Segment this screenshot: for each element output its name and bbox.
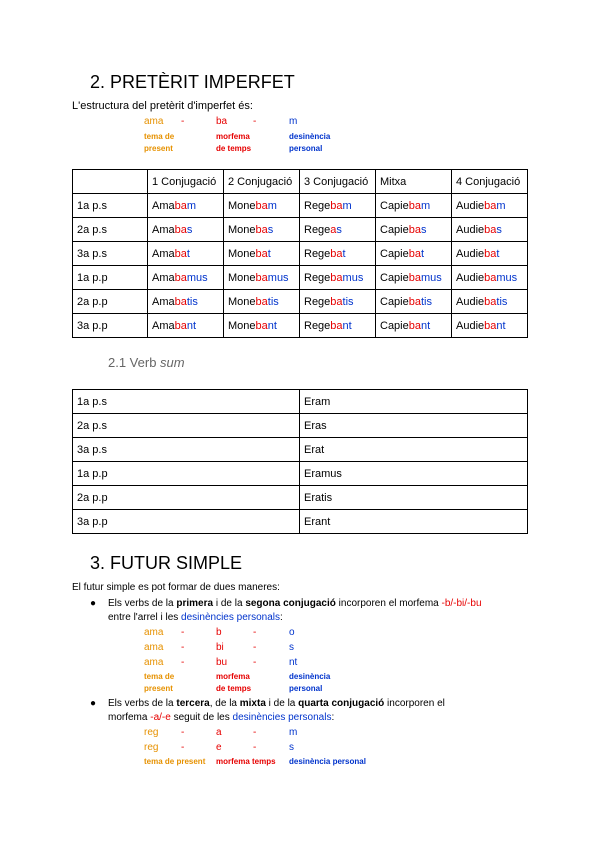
formula-part: -	[253, 727, 257, 738]
column-header: 2 Conjugació	[224, 170, 300, 194]
formula-part: s	[289, 742, 294, 753]
formula-part: ama	[144, 642, 164, 653]
verb-form-cell: Audiebas	[452, 218, 528, 242]
formula-part: reg	[144, 742, 159, 753]
table-row	[73, 242, 528, 266]
verb-form-cell: Amabatis	[148, 290, 224, 314]
verb-form-cell: Monebam	[224, 194, 300, 218]
person-cell: 1a p.p	[73, 462, 300, 486]
table-header-row	[73, 170, 528, 194]
formula-part: -	[253, 742, 257, 753]
formula-dash: -	[253, 116, 257, 127]
legend-stem: tema de present	[144, 132, 175, 153]
formula-part: -	[253, 627, 257, 638]
section-3-intro: El futur simple es pot formar de dues maneres:	[72, 582, 280, 593]
person-cell: 3a p.p	[73, 510, 300, 534]
verb-form-cell: Monebant	[224, 314, 300, 338]
formula-ending: m	[289, 116, 298, 127]
table-row	[73, 290, 528, 314]
bullet-1-line-2: entre l'arrel i les desinències personals:	[108, 612, 283, 623]
verb-form-cell: Regeas	[300, 218, 376, 242]
verb-form-cell: Regebam	[300, 194, 376, 218]
person-cell: 1a p.p	[73, 266, 148, 290]
formula-row	[0, 741, 400, 755]
verb-form-cell: Eramus	[300, 462, 528, 486]
formula-part: ama	[144, 627, 164, 638]
formula-dash: -	[181, 116, 185, 127]
formula-part: a	[216, 727, 222, 738]
b1-legend-morph: morfema de temps	[216, 672, 252, 693]
verb-form-cell: Audiebam	[452, 194, 528, 218]
b2-legend-morph: morfema temps	[216, 757, 276, 766]
person-cell: 2a p.s	[73, 414, 300, 438]
table-row	[73, 266, 528, 290]
verb-form-cell: Erant	[300, 510, 528, 534]
table-row	[73, 462, 528, 486]
formula-morph: ba	[216, 116, 228, 127]
formula-row	[0, 641, 400, 655]
person-cell: 3a p.p	[73, 314, 148, 338]
formula-part: o	[289, 627, 295, 638]
verb-form-cell: Monebamus	[224, 266, 300, 290]
verb-form-cell: Monebatis	[224, 290, 300, 314]
verb-form-cell: Monebas	[224, 218, 300, 242]
bullet-icon: ●	[90, 698, 97, 709]
verb-form-cell: Regebant	[300, 314, 376, 338]
column-header: 1 Conjugació	[148, 170, 224, 194]
formula-part: s	[289, 642, 294, 653]
verb-form-cell: Eram	[300, 390, 528, 414]
imperfect-table	[72, 169, 528, 338]
formula-part: bi	[216, 642, 224, 653]
table-row	[73, 486, 528, 510]
person-cell: 2a p.p	[73, 290, 148, 314]
verb-form-cell: Eratis	[300, 486, 528, 510]
table-row	[73, 414, 528, 438]
formula-row	[0, 656, 400, 670]
formula-stem: ama	[144, 116, 164, 127]
formula-part: -	[181, 642, 185, 653]
b2-legend-stem: tema de present	[144, 757, 206, 766]
formula-part: -	[253, 642, 257, 653]
legend-ending: desinència personal	[289, 132, 331, 153]
b1-legend-ending: desinència personal	[289, 672, 331, 693]
formula-part: -	[181, 657, 185, 668]
section-2-intro: L'estructura del pretèrit d'imperfet és:	[72, 100, 253, 112]
verb-form-cell: Capiebant	[376, 314, 452, 338]
verb-form-cell: Amabat	[148, 242, 224, 266]
verb-form-cell: Monebat	[224, 242, 300, 266]
b1-legend-stem: tema de present	[144, 672, 175, 693]
table-row	[73, 218, 528, 242]
formula-part: b	[216, 627, 222, 638]
formula-row	[0, 626, 400, 640]
verb-form-cell: Audiebant	[452, 314, 528, 338]
verb-form-cell: Audiebat	[452, 242, 528, 266]
verb-form-cell: Capiebat	[376, 242, 452, 266]
table-row	[73, 314, 528, 338]
legend-morph: morfema de temps	[216, 132, 252, 153]
column-header: 3 Conjugació	[300, 170, 376, 194]
verb-form-cell: Regebamus	[300, 266, 376, 290]
verb-form-cell: Amabam	[148, 194, 224, 218]
table-row	[73, 510, 528, 534]
table-row	[73, 194, 528, 218]
formula-part: -	[181, 727, 185, 738]
person-cell: 3a p.s	[73, 242, 148, 266]
verb-form-cell: Audiebamus	[452, 266, 528, 290]
verb-form-cell: Erat	[300, 438, 528, 462]
verb-form-cell: Capiebatis	[376, 290, 452, 314]
verb-form-cell: Amabas	[148, 218, 224, 242]
verb-form-cell: Regebatis	[300, 290, 376, 314]
column-header: 4 Conjugació	[452, 170, 528, 194]
person-cell: 1a p.s	[73, 390, 300, 414]
formula-part: -	[253, 657, 257, 668]
section-2-title: 2. PRETÈRIT IMPERFET	[90, 72, 295, 92]
formula-part: ama	[144, 657, 164, 668]
verb-form-cell: Audiebatis	[452, 290, 528, 314]
verb-form-cell: Regebat	[300, 242, 376, 266]
formula-part: -	[181, 627, 185, 638]
verb-form-cell: Capiebas	[376, 218, 452, 242]
formula-part: e	[216, 742, 222, 753]
column-header	[73, 170, 148, 194]
table-row	[73, 438, 528, 462]
formula-row	[0, 726, 400, 740]
formula-part: m	[289, 727, 298, 738]
verb-form-cell: Capiebam	[376, 194, 452, 218]
formula-part: reg	[144, 727, 159, 738]
verb-form-cell: Capiebamus	[376, 266, 452, 290]
formula-part: -	[181, 742, 185, 753]
verb-form-cell: Amabamus	[148, 266, 224, 290]
bullet-icon: ●	[90, 598, 97, 609]
person-cell: 2a p.p	[73, 486, 300, 510]
bullet-1-line-1: Els verbs de la primera i de la segona conjugació incorporen el morfema -b/-bi/-bu	[108, 598, 482, 609]
section-2-1-title: 2.1 Verb sum	[108, 355, 185, 370]
formula-part: nt	[289, 657, 298, 668]
sum-table	[72, 389, 528, 534]
table-row	[73, 390, 528, 414]
person-cell: 2a p.s	[73, 218, 148, 242]
bullet-2-line-1: Els verbs de la tercera, de la mixta i de la quarta conjugació incorporen el	[108, 698, 445, 709]
imperfect-formula	[144, 115, 404, 129]
person-cell: 3a p.s	[73, 438, 300, 462]
verb-form-cell: Eras	[300, 414, 528, 438]
section-3-title: 3. FUTUR SIMPLE	[90, 553, 243, 573]
person-cell: 1a p.s	[73, 194, 148, 218]
b2-legend-ending: desinència personal	[289, 757, 366, 766]
column-header: Mitxa	[376, 170, 452, 194]
formula-part: bu	[216, 657, 228, 668]
verb-form-cell: Amabant	[148, 314, 224, 338]
bullet-2-line-2: morfema -a/-e seguit de les desinències personals:	[108, 712, 335, 723]
